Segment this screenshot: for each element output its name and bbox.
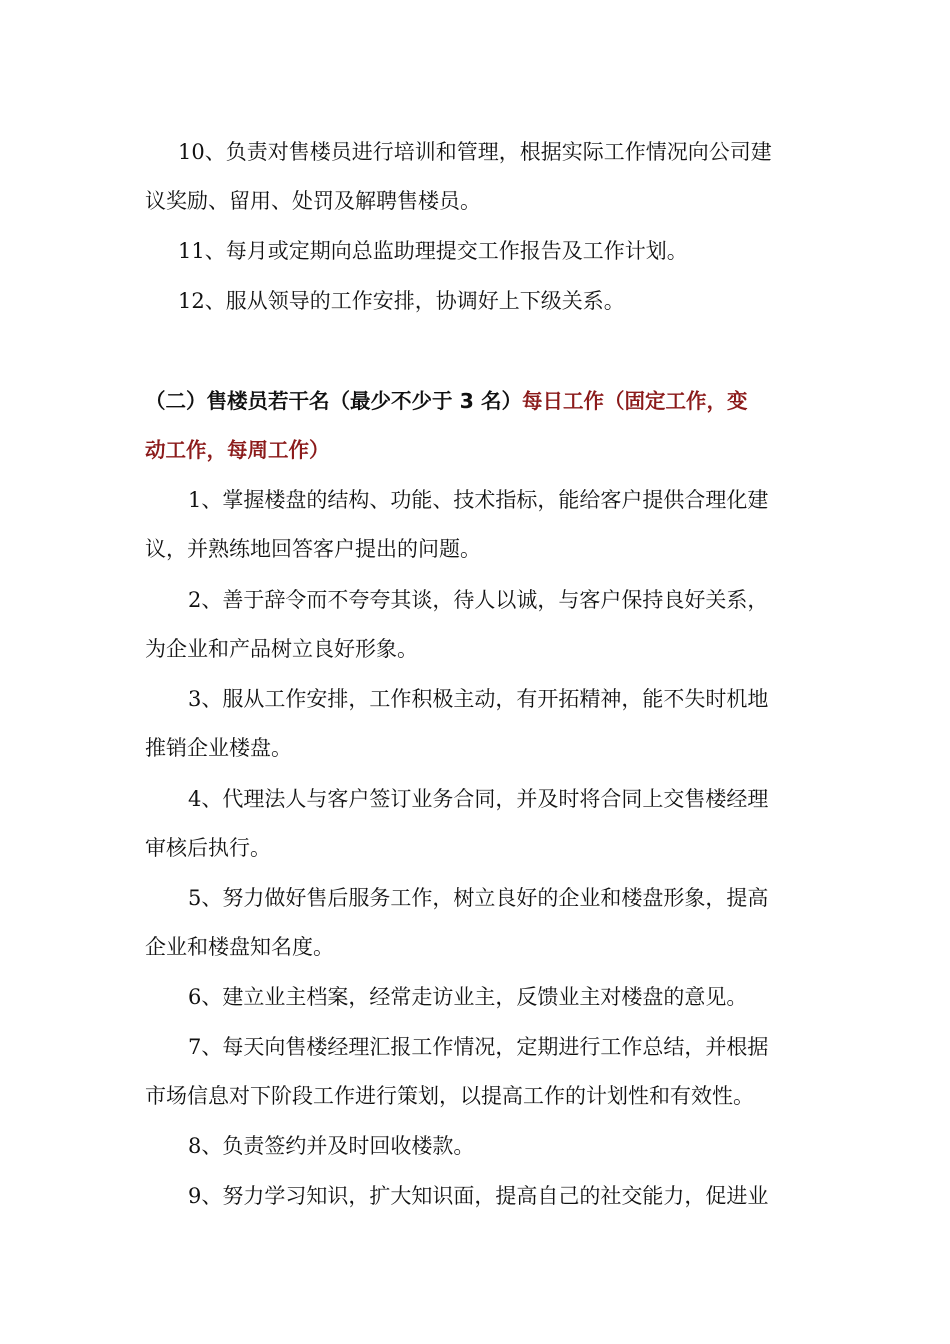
section-heading-line-2 [145, 435, 330, 465]
list-item-2-line-1: 2、善于辞令而不夸夸其谈，待人以诚，与客户保持良好关系， [188, 588, 769, 612]
list-item-1-line-1: 1、掌握楼盘的结构、功能、技术指标，能给客户提供合理化建 [188, 488, 769, 512]
list-item-1-line-2: 议，并熟练地回答客户提出的问题。 [145, 537, 481, 561]
item-11: 11、每月或定期向总监助理提交工作报告及工作计划。 [178, 239, 688, 263]
list-item-7-line-1: 7、每天向售楼经理汇报工作情况，定期进行工作总结，并根据 [188, 1035, 769, 1059]
list-item-3-line-2: 推销企业楼盘。 [145, 736, 292, 760]
list-item-7-line-2: 市场信息对下阶段工作进行策划，以提高工作的计划性和有效性。 [145, 1084, 754, 1108]
list-item-2-line-2: 为企业和产品树立良好形象。 [145, 637, 418, 661]
section-heading-red: 每日工作（固定工作，变 [522, 389, 748, 413]
list-item-6: 6、建立业主档案，经常走访业主，反馈业主对楼盘的意见。 [188, 985, 748, 1009]
item-12: 12、服从领导的工作安排，协调好上下级关系。 [178, 289, 625, 313]
list-item-5-line-1: 5、努力做好售后服务工作，树立良好的企业和楼盘形象，提高 [188, 886, 769, 910]
list-item-5-line-2: 企业和楼盘知名度。 [145, 935, 334, 959]
list-item-4-line-1: 4、代理法人与客户签订业务合同，并及时将合同上交售楼经理 [188, 787, 769, 811]
section-heading-red-cont: 动工作，每周工作） [145, 438, 330, 462]
list-item-9-line-1: 9、努力学习知识，扩大知识面，提高自己的社交能力，促进业 [188, 1184, 769, 1208]
list-item-3-line-1: 3、服从工作安排，工作积极主动，有开拓精神，能不失时机地 [188, 687, 769, 711]
item-10-line-1: 10、负责对售楼员进行培训和管理，根据实际工作情况向公司建 [178, 140, 772, 164]
section-heading-line-1 [145, 386, 748, 416]
list-item-8: 8、负责签约并及时回收楼款。 [188, 1134, 475, 1158]
section-heading-black: （二）售楼员若干名（最少不少于 3 名） [145, 389, 523, 413]
item-10-line-2: 议奖励、留用、处罚及解聘售楼员。 [145, 189, 481, 213]
list-item-4-line-2: 审核后执行。 [145, 836, 271, 860]
